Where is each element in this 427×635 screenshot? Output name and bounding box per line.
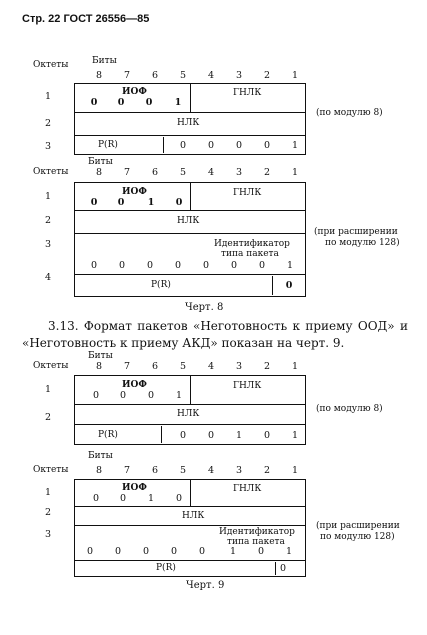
figure-caption: Черт. 9	[186, 580, 225, 591]
bit-number: 2	[263, 361, 271, 372]
bit-value: 0	[202, 260, 210, 271]
bit-value: 0	[179, 140, 187, 151]
bits-label: Биты	[88, 451, 113, 461]
divider	[190, 479, 191, 506]
bits-label: Биты	[92, 56, 117, 66]
bit-value: 0	[285, 280, 293, 291]
pr-label: P(R)	[98, 430, 118, 440]
bit-number: 1	[291, 361, 299, 372]
packet-type-id-label: Идентификатор	[219, 527, 295, 537]
bit-number: 1	[291, 70, 299, 81]
divider	[74, 560, 306, 561]
bit-value: 1	[285, 546, 293, 557]
octet-number: 1	[44, 191, 52, 202]
bit-value: 1	[291, 140, 299, 151]
bit-value: 0	[142, 546, 150, 557]
octet-number: 2	[44, 412, 52, 423]
bit-number: 7	[123, 361, 131, 372]
bit-value: 0	[207, 430, 215, 441]
bit-number: 6	[151, 361, 159, 372]
modulo-note: (при расширении	[314, 227, 398, 237]
bit-value: 0	[92, 390, 100, 401]
bit-value: 0	[263, 140, 271, 151]
bit-number: 8	[95, 361, 103, 372]
bit-value: 0	[279, 563, 287, 574]
octets-label: Октеты	[33, 465, 69, 475]
modulo-note: по модулю 128)	[325, 238, 400, 248]
divider	[74, 135, 306, 136]
bit-number: 4	[207, 465, 215, 476]
divider	[272, 276, 273, 295]
bit-value: 0	[175, 197, 183, 208]
divider	[190, 83, 191, 112]
pr-label: P(R)	[156, 563, 176, 573]
bit-value: 0	[119, 390, 127, 401]
bit-value: 0	[90, 260, 98, 271]
nlk-label: НЛК	[182, 511, 205, 521]
octets-label: Октеты	[33, 167, 69, 177]
nlk-label: НЛК	[177, 118, 200, 128]
octet-number: 1	[44, 487, 52, 498]
bit-number: 2	[263, 167, 271, 178]
bit-value: 1	[235, 430, 243, 441]
pr-label: P(R)	[98, 140, 118, 150]
bit-number: 6	[151, 70, 159, 81]
nlk-label: НЛК	[177, 409, 200, 419]
octet-number: 2	[44, 507, 52, 518]
modulo-note: (при расширении	[316, 521, 400, 531]
bit-number: 3	[235, 167, 243, 178]
pr-label: P(R)	[151, 280, 171, 290]
bit-number: 5	[179, 70, 187, 81]
iof-label: ИОФ	[122, 87, 147, 97]
bit-value: 0	[90, 197, 98, 208]
bit-number: 8	[95, 70, 103, 81]
divider	[74, 112, 306, 113]
iof-label: ИОФ	[122, 380, 147, 390]
bit-value: 0	[86, 546, 94, 557]
octet-number: 3	[44, 239, 52, 250]
octet-number: 3	[44, 141, 52, 152]
modulo-note: (по модулю 8)	[316, 108, 383, 118]
bit-value: 0	[198, 546, 206, 557]
bit-value: 0	[92, 493, 100, 504]
bits-label: Биты	[88, 351, 113, 361]
octet-number: 1	[44, 91, 52, 102]
gnlk-label: ГНЛК	[233, 88, 262, 98]
bit-number: 8	[95, 465, 103, 476]
divider	[74, 404, 306, 405]
bit-value: 0	[90, 97, 98, 108]
octet-number: 4	[44, 272, 52, 283]
bit-number: 8	[95, 167, 103, 178]
bit-number: 2	[263, 70, 271, 81]
bit-value: 0	[119, 493, 127, 504]
divider	[74, 210, 306, 211]
divider	[74, 274, 306, 275]
divider	[190, 182, 191, 210]
bits-label: Биты	[88, 157, 113, 167]
divider	[74, 506, 306, 507]
bit-value: 1	[229, 546, 237, 557]
bit-value: 1	[174, 97, 182, 108]
iof-label: ИОФ	[122, 187, 147, 197]
bit-number: 6	[151, 465, 159, 476]
divider	[74, 525, 306, 526]
divider	[163, 137, 164, 153]
bit-number: 7	[123, 70, 131, 81]
octet-number: 2	[44, 118, 52, 129]
bit-number: 1	[291, 465, 299, 476]
bit-value: 0	[117, 97, 125, 108]
bit-number: 4	[207, 70, 215, 81]
bit-value: 0	[117, 197, 125, 208]
bit-number: 4	[207, 167, 215, 178]
bit-number: 6	[151, 167, 159, 178]
gnlk-label: ГНЛК	[233, 484, 262, 494]
bit-value: 0	[258, 260, 266, 271]
packet-type-id-label: типа пакета	[227, 537, 285, 547]
bit-value: 0	[174, 260, 182, 271]
bit-value: 0	[230, 260, 238, 271]
bit-value: 0	[175, 493, 183, 504]
paragraph-3-13: 3.13. Формат пакетов «Неготовность к приему ООД» и «Неготовность к приему АКД» показан на черт. 9.	[22, 319, 408, 350]
bit-value: 0	[118, 260, 126, 271]
bit-value: 0	[146, 260, 154, 271]
bit-value: 0	[263, 430, 271, 441]
gnlk-label: ГНЛК	[233, 188, 262, 198]
bit-number: 2	[263, 465, 271, 476]
bit-value: 0	[170, 546, 178, 557]
octet-number: 1	[44, 384, 52, 395]
bit-value: 1	[286, 260, 294, 271]
bit-value: 0	[257, 546, 265, 557]
bit-value: 0	[114, 546, 122, 557]
bit-number: 3	[235, 465, 243, 476]
nlk-label: НЛК	[177, 216, 200, 226]
divider	[74, 424, 306, 425]
packet-type-id-label: типа пакета	[221, 249, 279, 259]
bit-value: 1	[175, 390, 183, 401]
bit-value: 1	[147, 493, 155, 504]
gnlk-label: ГНЛК	[233, 381, 262, 391]
octet-number: 3	[44, 529, 52, 540]
modulo-note: (по модулю 8)	[316, 404, 383, 414]
bit-number: 7	[123, 465, 131, 476]
modulo-note: по модулю 128)	[320, 532, 395, 542]
bit-number: 3	[235, 361, 243, 372]
divider	[190, 375, 191, 404]
bit-number: 5	[179, 361, 187, 372]
bit-number: 4	[207, 361, 215, 372]
bit-value: 0	[235, 140, 243, 151]
octets-label: Октеты	[33, 361, 69, 371]
bit-value: 1	[291, 430, 299, 441]
bit-value: 1	[147, 197, 155, 208]
bit-number: 3	[235, 70, 243, 81]
page-header: Стр. 22 ГОСТ 26556—85	[22, 13, 150, 25]
bit-number: 5	[179, 465, 187, 476]
packet-type-id-label: Идентификатор	[214, 239, 290, 249]
octet-number: 2	[44, 215, 52, 226]
octets-label: Октеты	[33, 60, 69, 70]
divider	[161, 426, 162, 443]
divider	[74, 233, 306, 234]
bit-number: 5	[179, 167, 187, 178]
bit-number: 7	[123, 167, 131, 178]
figure-caption: Черт. 8	[185, 302, 224, 313]
iof-label: ИОФ	[122, 483, 147, 493]
bit-number: 1	[291, 167, 299, 178]
bit-value: 0	[147, 390, 155, 401]
divider	[275, 562, 276, 575]
bit-value: 0	[179, 430, 187, 441]
bit-value: 0	[207, 140, 215, 151]
bit-value: 0	[145, 97, 153, 108]
